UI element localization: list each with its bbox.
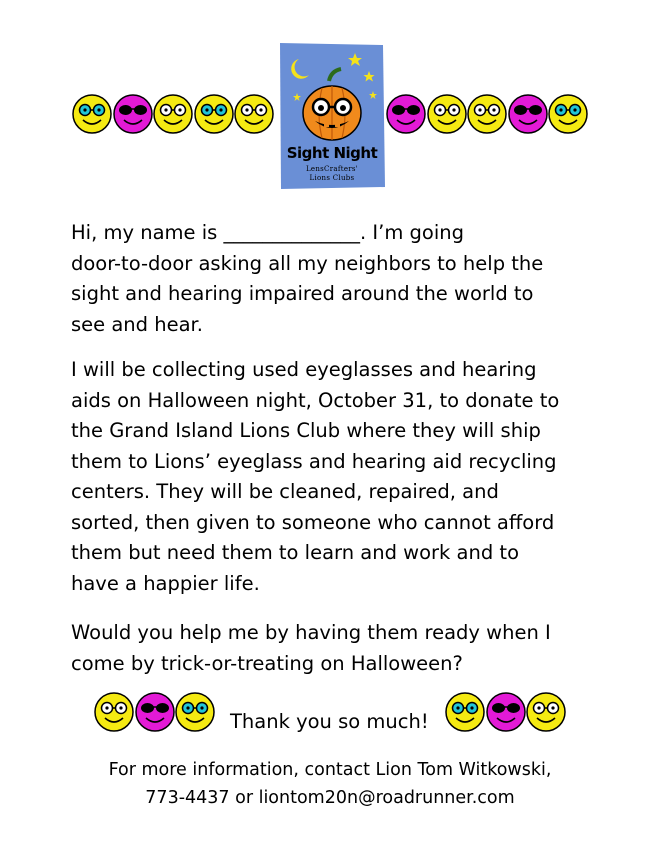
text-line: the Grand Island Lions Club where they will ship (71, 419, 541, 442)
intro-paragraph (71, 218, 601, 340)
smiley-sunglasses-icon (486, 692, 526, 732)
contact-line: For more information, contact Lion Tom Witkowski, (108, 760, 552, 780)
text-line: come by trick-or-treating on Halloween? (71, 651, 463, 675)
smiley-glasses-icon (526, 692, 566, 732)
text-line: centers. They will be cleaned, repaired, and (71, 480, 499, 503)
text-line: sight and hearing impaired around the world to (71, 282, 534, 305)
logo-subtitle-lenscrafters: LensCrafters' (305, 165, 359, 173)
text-line: Hi, my name is ______________. I’m going (71, 221, 464, 244)
thank-you-text: Thank you so much! (230, 710, 429, 733)
text-line: them but need them to learn and work and to (71, 541, 520, 564)
text-line: aids on Halloween night, October 31, to donate to (71, 388, 560, 412)
logo-subtitle-lions: Lions Clubs (309, 174, 355, 182)
smiley-glasses-icon (153, 94, 193, 134)
text-line: sorted, then given to someone who cannot afford (71, 510, 555, 534)
smiley-row-bottom-left (94, 692, 216, 732)
contact-line: 773-4437 or liontom20n@roadrunner.com (145, 788, 515, 808)
logo-title: Sight Night (286, 144, 378, 162)
smiley-glasses-icon (427, 94, 467, 134)
text-line: door-to-door asking all my neighbors to help the (71, 251, 544, 275)
smiley-cyan-glasses-icon (194, 94, 234, 134)
collection-paragraph (71, 355, 601, 599)
smiley-cyan-glasses-icon (72, 94, 112, 134)
request-paragraph (71, 618, 601, 679)
text-line: see and hear. (71, 312, 203, 336)
smiley-sunglasses-icon (386, 94, 426, 134)
smiley-row-bottom-right (445, 692, 567, 732)
text-line: them to Lions’ eyeglass and hearing aid recycling (71, 449, 557, 473)
smiley-glasses-icon (234, 94, 274, 134)
smiley-sunglasses-icon (135, 692, 175, 732)
text-line: Would you help me by having them ready when I (71, 621, 551, 644)
smiley-sunglasses-icon (508, 94, 548, 134)
smiley-cyan-glasses-icon (175, 692, 215, 732)
smiley-row-top-left (72, 94, 272, 134)
smiley-glasses-icon (94, 692, 134, 732)
smiley-cyan-glasses-icon (548, 94, 588, 134)
smiley-glasses-icon (467, 94, 507, 134)
smiley-cyan-glasses-icon (445, 692, 485, 732)
text-line: have a happier life. (71, 571, 260, 595)
contact-info (0, 756, 660, 812)
text-line: I will be collecting used eyeglasses and hearing (71, 358, 537, 381)
smiley-sunglasses-icon (113, 94, 153, 134)
smiley-row-top-right (386, 94, 586, 134)
sight-night-logo (277, 41, 387, 191)
